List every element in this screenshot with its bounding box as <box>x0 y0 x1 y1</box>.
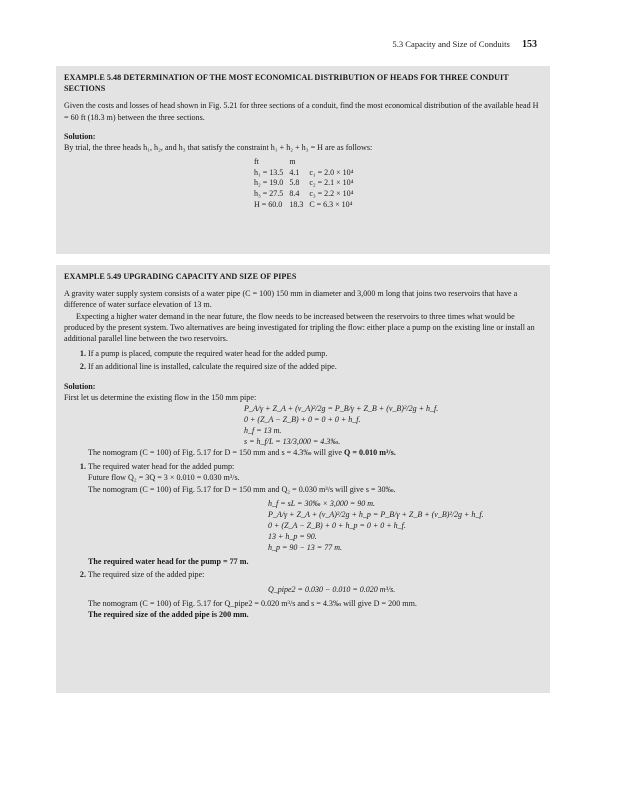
section-title: 5.3 Capacity and Size of Conduits <box>392 39 510 49</box>
col-m: m <box>289 157 296 167</box>
answer-2-heading: The required size of the added pipe: <box>88 570 205 580</box>
cost-cell: c₂ = 2.1 × 10⁴ <box>309 178 354 188</box>
example-5-48-title: EXAMPLE 5.48 DETERMINATION OF THE MOST ECONOMICAL DISTRIBUTION OF HEADS FOR THREE CONDUIT SECTIONS <box>64 73 509 94</box>
equation-block-c: Q_pipe2 = 0.030 − 0.010 = 0.020 m³/s. <box>268 585 396 595</box>
example-5-49-para-1: A gravity water supply system consists of a water pipe (C = 100) 150 mm in diameter and 3,000 m long that joins two reservoirs that have a difference of water surface elevation of 13 m. <box>64 289 518 310</box>
meter-cell: 5.8 <box>289 178 300 188</box>
nomogram-result-value: Q = 0.010 m³/s. <box>344 448 396 458</box>
question-list <box>64 348 542 372</box>
table-row <box>254 200 359 211</box>
head-cell: h₂ = 19.0 <box>254 178 284 188</box>
example-5-49-box <box>56 265 550 693</box>
example-5-48-box <box>56 66 550 254</box>
equation-block-a <box>244 403 542 447</box>
table-row <box>254 178 359 189</box>
equation-line: 0 + (Z_A − Z_B) + 0 + h_p = 0 + 0 + h_f. <box>268 520 406 530</box>
answer-1-heading: The required water head for the added pump: <box>88 462 235 472</box>
table-row <box>254 168 359 179</box>
table-row <box>254 189 359 200</box>
col-ft: ft <box>254 157 259 167</box>
head-cell: H = 60.0 <box>254 199 283 209</box>
question-1: 1. If a pump is placed, compute the required water head for the added pump. <box>88 348 542 359</box>
answer-1-result: The required water head for the pump = 77 m. <box>88 556 249 566</box>
equation-line: 13 + h_p = 90. <box>268 531 317 541</box>
answer-1 <box>88 461 542 567</box>
question-2: 2. If an additional line is installed, calculate the required size of the added pipe. <box>88 361 542 372</box>
equation-line: h_p = 90 − 13 = 77 m. <box>268 542 342 552</box>
answer-list <box>64 461 542 620</box>
heads-table <box>254 157 359 210</box>
equation-line: P_A/γ + Z_A + (v_A)²/2g + h_p = P_B/γ + Z_B + (v_B)²/2g + h_f. <box>268 509 484 519</box>
equation-line: h_f = 13 m. <box>244 426 282 436</box>
equation-line: s = h_f/L = 13/3,000 = 4.3‰. <box>244 437 341 447</box>
example-5-49-title: EXAMPLE 5.49 UPGRADING CAPACITY AND SIZE OF PIPES <box>64 272 297 281</box>
example-5-49-solution-label: Solution: <box>64 381 96 391</box>
head-cell: h₃ = 27.5 <box>254 189 284 198</box>
example-5-48-solution-label: Solution: <box>64 131 96 141</box>
answer-2-result: The required size of the added pipe is 200 mm. <box>88 610 249 620</box>
future-flow: Future flow Q₂ = 3Q = 3 × 0.010 = 0.030 m³/s. <box>88 473 240 483</box>
nomogram-text: The nomogram (C = 100) of Fig. 5.17 for D = 150 mm and s = 4.3‰ will give <box>88 448 345 458</box>
head-cell: h₁ = 13.5 <box>254 167 284 177</box>
meter-cell: 8.4 <box>289 189 300 198</box>
equation-block-b <box>268 498 542 553</box>
meter-cell: 18.3 <box>289 199 304 209</box>
example-5-48-solution-text: By trial, the three heads h₁, h₂, and h₃ that satisfy the constraint h₁ + h₂ + h₃ = H are as follows: <box>64 143 373 153</box>
answer-2 <box>88 569 542 621</box>
example-5-48-intro: Given the costs and losses of head shown in Fig. 5.21 for three sections of a conduit, find the most economical distribution of the available head H = 60 ft (18.3 m) between the three sections. <box>64 101 539 122</box>
cost-cell: c₁ = 2.0 × 10⁴ <box>309 167 354 177</box>
equation-line: h_f = sL = 30‰ × 3,000 = 90 m. <box>268 498 376 508</box>
equation-line: P_A/γ + Z_A + (v_A)²/2g = P_B/γ + Z_B + (v_B)²/2g + h_f. <box>244 404 439 414</box>
cost-cell: C = 6.3 × 10⁴ <box>309 199 353 209</box>
example-5-49-para-2: Expecting a higher water demand in the near future, the flow needs to be increased between the reservoirs to three times what would be produced by the present system. Two alternatives are being investigated for tripling the flow: either place a pump on the existing line or install an additional parallel line between the two reservoirs. <box>64 311 535 344</box>
meter-cell: 4.1 <box>289 167 300 177</box>
page-number: 153 <box>522 39 537 50</box>
nomogram-result-3: The nomogram (C = 100) of Fig. 5.17 for Q_pipe2 = 0.020 m³/s and s = 4.3‰ will give D = 200 mm. <box>88 599 417 609</box>
cost-cell: c₃ = 2.2 × 10⁴ <box>309 189 354 198</box>
page-header <box>392 38 537 51</box>
nomogram-result-2: The nomogram (C = 100) of Fig. 5.17 for D = 150 mm and Q₂ = 0.030 m³/s will give s = 30‰. <box>88 484 396 494</box>
equation-line: 0 + (Z_A − Z_B) + 0 = 0 + 0 + h_f. <box>244 415 361 425</box>
solution-intro: First let us determine the existing flow in the 150 mm pipe: <box>64 392 257 402</box>
heads-table-header <box>254 157 359 168</box>
nomogram-result-1 <box>88 447 542 458</box>
